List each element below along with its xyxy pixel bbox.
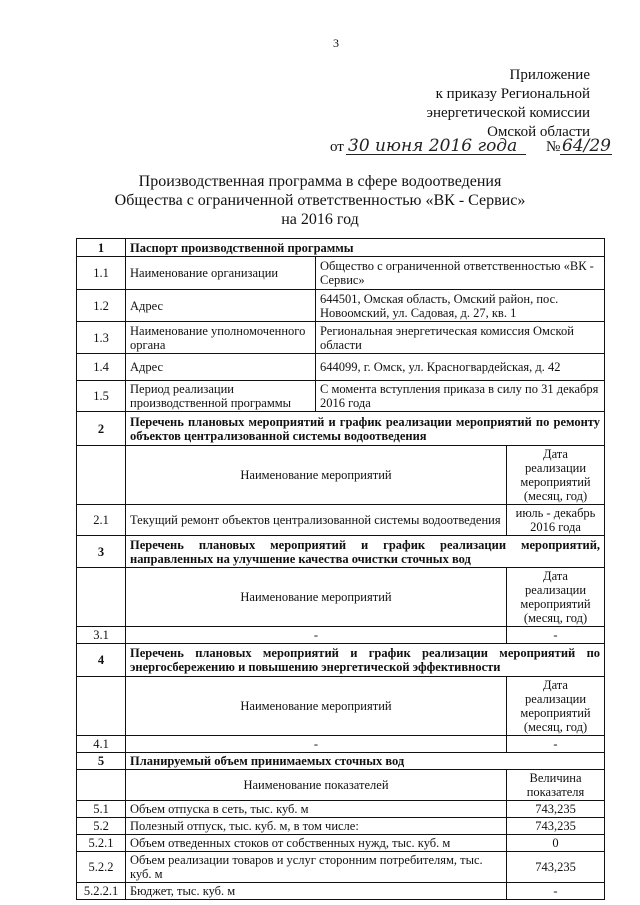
appendix-header <box>427 66 590 142</box>
column-header-name: Наименование мероприятий <box>126 677 507 736</box>
row-label: Наименование организации <box>126 257 316 290</box>
column-header-name: Наименование мероприятий <box>126 568 507 627</box>
row-name: Бюджет, тыс. куб. м <box>126 883 507 900</box>
row-name: Объем отпуска в сеть, тыс. куб. м <box>126 801 507 818</box>
section-number: 3 <box>77 536 126 568</box>
row-value: Региональная энергетическая комиссия Омской области <box>316 322 605 354</box>
section-title: Перечень плановых мероприятий и график реализации мероприятий по ремонту объектов централизованной системы водоотведения <box>126 412 605 446</box>
order-number-label: № <box>546 139 561 155</box>
number-underline <box>560 154 612 155</box>
appendix-line: энергетической комиссии <box>426 105 590 121</box>
section-header-row <box>77 412 605 446</box>
table-row <box>77 801 605 818</box>
row-number: 4.1 <box>77 736 126 753</box>
row-label: Адрес <box>126 354 316 381</box>
row-value: 743,235 <box>507 801 605 818</box>
table-row <box>77 290 605 322</box>
row-name: Текущий ремонт объектов централизованной системы водоотведения <box>126 505 507 536</box>
title-line: Общества с ограниченной ответственностью «ВК - Сервис» <box>114 192 526 209</box>
row-number: 1.1 <box>77 257 126 290</box>
row-label: Наименование уполномоченного органа <box>126 322 316 354</box>
column-header-name: Наименование мероприятий <box>126 446 507 505</box>
section-title: Перечень плановых мероприятий и график реализации мероприятий по энергосбережению и повышению энергетической эффективности <box>126 644 605 677</box>
appendix-line: Приложение <box>509 67 590 83</box>
table-row <box>77 627 605 644</box>
column-header-name: Наименование показателей <box>126 770 507 801</box>
row-value: Общество с ограниченной ответственностью «ВК - Сервис» <box>316 257 605 290</box>
section-header-row <box>77 239 605 257</box>
row-label: Адрес <box>126 290 316 322</box>
order-date-number <box>330 136 610 158</box>
row-label: Период реализации производственной программы <box>126 381 316 412</box>
row-number: 5.1 <box>77 801 126 818</box>
row-name: Объем отведенных стоков от собственных нужд, тыс. куб. м <box>126 835 507 852</box>
row-date: - <box>507 736 605 753</box>
row-name: - <box>126 736 507 753</box>
column-header-date: Дата реализации мероприятий (месяц, год) <box>507 677 605 736</box>
appendix-line: к приказу Региональной <box>435 86 590 102</box>
section-number: 1 <box>77 239 126 257</box>
row-name: - <box>126 627 507 644</box>
table-row <box>77 852 605 883</box>
row-number: 1.4 <box>77 354 126 381</box>
row-number: 2.1 <box>77 505 126 536</box>
row-date: июль - декабрь 2016 года <box>507 505 605 536</box>
row-number: 5.2.2 <box>77 852 126 883</box>
order-number-handwritten: 64/29 <box>562 136 611 156</box>
table-row <box>77 883 605 900</box>
column-header-row <box>77 568 605 627</box>
order-from-label: от <box>330 139 344 155</box>
row-number: 5.2 <box>77 818 126 835</box>
empty-cell <box>77 568 126 627</box>
row-number: 1.5 <box>77 381 126 412</box>
row-number: 1.2 <box>77 290 126 322</box>
table-row <box>77 736 605 753</box>
row-value: 644099, г. Омск, ул. Красногвардейская, д. 42 <box>316 354 605 381</box>
table-row <box>77 354 605 381</box>
row-value: 743,235 <box>507 852 605 883</box>
table-row <box>77 505 605 536</box>
table-row <box>77 818 605 835</box>
empty-cell <box>77 770 126 801</box>
row-name: Объем реализации товаров и услуг сторонним потребителям, тыс. куб. м <box>126 852 507 883</box>
row-value: - <box>507 883 605 900</box>
document-title <box>95 172 545 229</box>
row-value: 644501, Омская область, Омский район, пос. Новоомский, ул. Садовая, д. 27, кв. 1 <box>316 290 605 322</box>
column-header-value: Величина показателя <box>507 770 605 801</box>
row-number: 1.3 <box>77 322 126 354</box>
section-title: Перечень плановых мероприятий и график реализации мероприятий, направленных на улучшение качества очистки сточных вод <box>126 536 605 568</box>
section-title: Планируемый объем принимаемых сточных вод <box>126 753 605 770</box>
row-value: 0 <box>507 835 605 852</box>
section-number: 2 <box>77 412 126 446</box>
appendix-line: Омской области <box>487 124 590 140</box>
section-header-row <box>77 536 605 568</box>
section-header-row <box>77 644 605 677</box>
date-underline <box>346 154 526 155</box>
table-row <box>77 257 605 290</box>
column-header-row <box>77 677 605 736</box>
section-title: Паспорт производственной программы <box>126 239 605 257</box>
title-line: на 2016 год <box>281 211 359 228</box>
table-row <box>77 381 605 412</box>
page-number: 3 <box>333 36 339 50</box>
column-header-row <box>77 770 605 801</box>
row-value: 743,235 <box>507 818 605 835</box>
table-row <box>77 322 605 354</box>
column-header-date: Дата реализации мероприятий (месяц, год) <box>507 446 605 505</box>
row-date: - <box>507 627 605 644</box>
row-number: 5.2.2.1 <box>77 883 126 900</box>
empty-cell <box>77 677 126 736</box>
production-program-table <box>76 238 605 900</box>
table-row <box>77 835 605 852</box>
column-header-date: Дата реализации мероприятий (месяц, год) <box>507 568 605 627</box>
section-header-row <box>77 753 605 770</box>
title-line: Производственная программа в сфере водоотведения <box>138 173 502 190</box>
row-value: С момента вступления приказа в силу по 31 декабря 2016 года <box>316 381 605 412</box>
section-number: 4 <box>77 644 126 677</box>
section-number: 5 <box>77 753 126 770</box>
row-name: Полезный отпуск, тыс. куб. м, в том числе: <box>126 818 507 835</box>
order-date-handwritten: 30 июня 2016 года <box>348 136 518 156</box>
column-header-row <box>77 446 605 505</box>
row-number: 5.2.1 <box>77 835 126 852</box>
empty-cell <box>77 446 126 505</box>
row-number: 3.1 <box>77 627 126 644</box>
